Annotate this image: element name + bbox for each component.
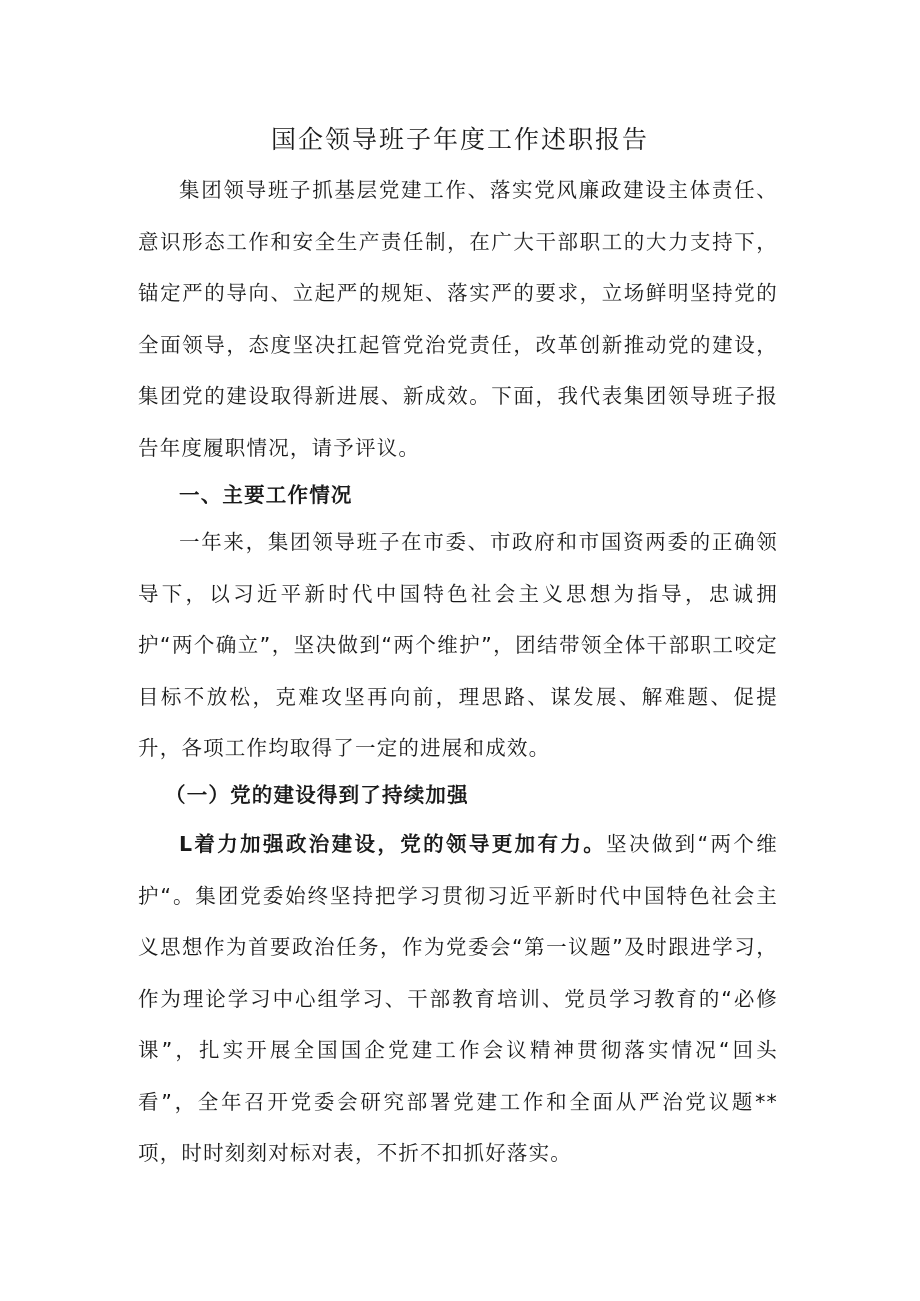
section-heading: 一、主要工作情况 [179,483,353,507]
item-paragraph [138,819,778,1180]
subsection-heading: （一）党的建设得到了持续加强 [165,783,469,807]
item-body: 坚决做到“两个维护“。集团党委始终坚持把学习贯彻习近平新时代中国特色社会主义思想作为首要政治任务，作为党委会“第一议题”及时跟进学习，作为理论学习中心组学习、干部教育培训、党员学习教育的“必修课”，扎实开展全国国企党建工作会议精神贯彻落实情况“回头看”，全年召开党委会研究部署党建工作和全面从严治党议题**项，时时刻刻对标对表，不折不扣抓好落实。 [138,832,778,1165]
document-title: 国企领导班子年度工作述职报告 [270,125,649,154]
section-paragraph: 一年来，集团领导班子在市委、市政府和市国资两委的正确领导下，以习近平新时代中国特色社会主义思想为指导，忠诚拥护“两个确立”，坚决做到“两个维护”，团结带领全体干部职工咬定目标不放松，克难攻坚再向前，理思路、谋发展、解难题、促提升，各项工作均取得了一定的进展和成效。 [138,530,778,760]
item-lead: L着力加强政治建设，党的领导更加有力。 [179,832,607,856]
intro-paragraph: 集团领导班子抓基层党建工作、落实党风廉政建设主体责任、意识形态工作和安全生产责任制，在广大干部职工的大力支持下，锚定严的导向、立起严的规矩、落实严的要求，立场鲜明坚持党的全面领导，态度坚决扛起管党治党责任，改革创新推动党的建设，集团党的建设取得新进展、新成效。下面，我代表集团领导班子报告年度履职情况，请予评议。 [138,178,778,460]
